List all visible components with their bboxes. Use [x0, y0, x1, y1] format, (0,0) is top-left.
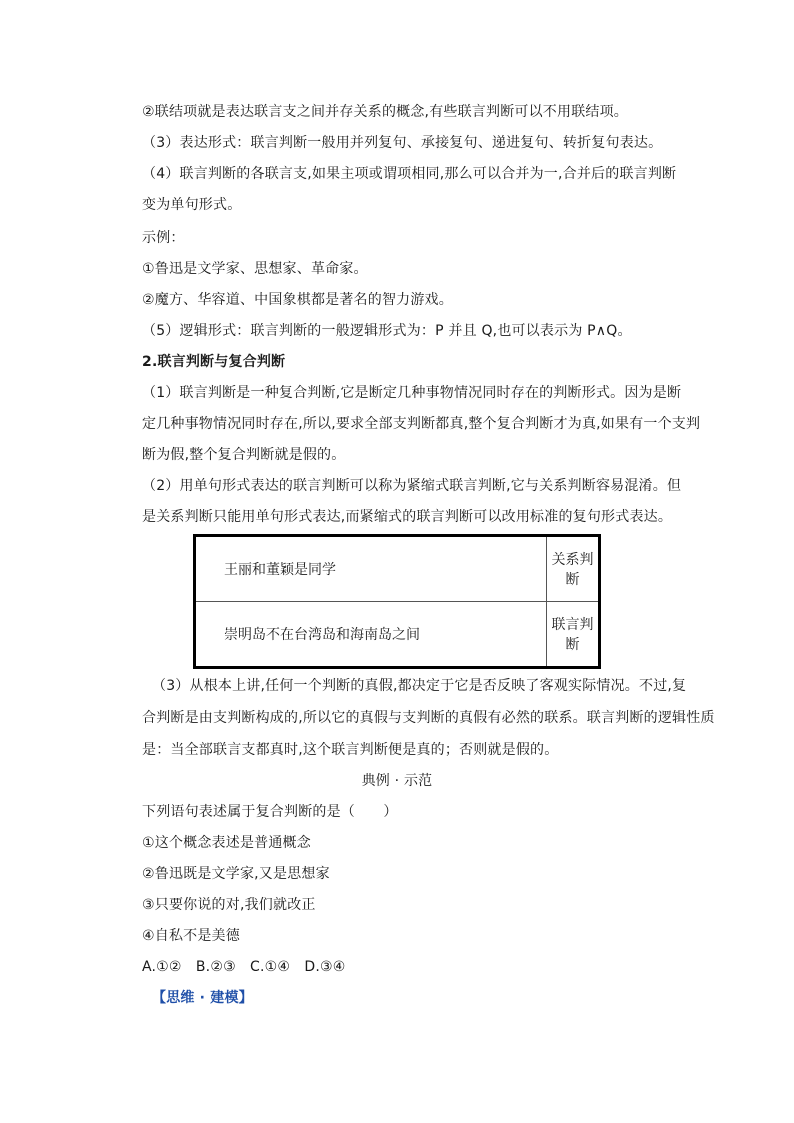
- paragraph-logic-form: （5）逻辑形式：联言判断的一般逻辑形式为：P 并且 Q,也可以表示为 P∧Q。: [142, 323, 632, 339]
- question-option-2: ②鲁迅既是文学家,又是思想家: [142, 866, 330, 882]
- table-row: [195, 536, 600, 602]
- section-heading: 2.联言判断与复合判断: [142, 354, 286, 370]
- example-section-title: 典例 · 示范: [361, 773, 433, 789]
- paragraph-compressed-line2: 是关系判断只能用单句形式表达,而紧缩式的联言判断可以改用标准的复句形式表达。: [142, 509, 673, 525]
- paragraph-expression-form: （3）表达形式：联言判断一般用并列复句、承接复句、递进复句、转折复句表达。: [142, 135, 663, 151]
- example-item-1: ①鲁迅是文学家、思想家、革命家。: [142, 261, 368, 277]
- answer-choices: A.①② B.②③ C.①④ D.③④: [142, 959, 346, 975]
- example-item-2: ②魔方、华容道、中国象棋都是著名的智力游戏。: [142, 292, 453, 308]
- paragraph-connective-term: ②联结项就是表达联言支之间并存关系的概念,有些联言判断可以不用联结项。: [142, 104, 628, 120]
- table-cell-sentence: 崇明岛不在台湾岛和海南岛之间: [195, 602, 547, 668]
- paragraph-compressed-line1: （2）用单句形式表达的联言判断可以称为紧缩式联言判断,它与关系判断容易混淆。但: [142, 478, 682, 494]
- paragraph-truth-line2: 合判断是由支判断构成的,所以它的真假与支判断的真假有必然的联系。联言判断的逻辑性质: [142, 710, 715, 726]
- paragraph-compound-line2: 定几种事物情况同时存在,所以,要求全部支判断都真,整个复合判断才为真,如果有一个支判: [142, 416, 701, 432]
- paragraph-merge-rule-line2: 变为单句形式。: [142, 197, 242, 213]
- question-option-4: ④自私不是美德: [142, 928, 240, 944]
- question-stem: 下列语句表述属于复合判断的是（ ）: [142, 804, 398, 820]
- comparison-table: [193, 534, 601, 669]
- paragraph-compound-line3: 断为假,整个复合判断就是假的。: [142, 447, 346, 463]
- paragraph-truth-line1: （3）从根本上讲,任何一个判断的真假,都决定于它是否反映了客观实际情况。不过,复: [152, 678, 687, 694]
- table-cell-type: 联言判断: [547, 602, 600, 668]
- question-option-3: ③只要你说的对,我们就改正: [142, 897, 316, 913]
- question-option-1: ①这个概念表述是普通概念: [142, 835, 311, 851]
- paragraph-compound-line1: （1）联言判断是一种复合判断,它是断定几种事物情况同时存在的判断形式。因为是断: [142, 385, 682, 401]
- thinking-modeling-label: 【思维 · 建模】: [152, 990, 253, 1006]
- paragraph-truth-line3: 是：当全部联言支都真时,这个联言判断便是真的；否则就是假的。: [142, 742, 559, 758]
- example-label: 示例：: [142, 230, 185, 246]
- table-row: [195, 602, 600, 668]
- paragraph-merge-rule-line1: （4）联言判断的各联言支,如果主项或谓项相同,那么可以合并为一,合并后的联言判断: [142, 166, 677, 182]
- table-cell-sentence: 王丽和董颖是同学: [195, 536, 547, 602]
- table-cell-type: 关系判断: [547, 536, 600, 602]
